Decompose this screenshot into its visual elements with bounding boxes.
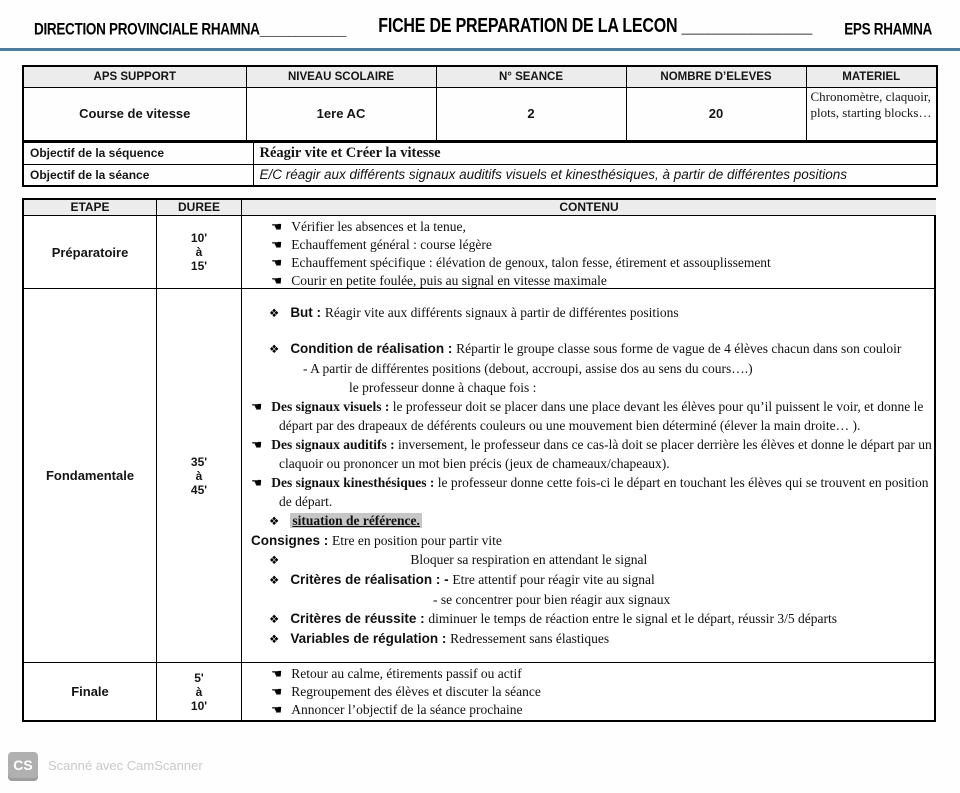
duree-value: [157, 289, 242, 662]
niveau-scolaire-value: 1ere AC: [246, 87, 436, 141]
info-table-header-row: [23, 66, 937, 87]
line-text: le professeur donne cette fois-ci le départ en touchant les élèves qui se trouvent en position de départ.: [279, 475, 929, 509]
aps-support-value: Course de vitesse: [23, 87, 246, 141]
hand-bullet-icon: ☚: [271, 255, 283, 270]
column-header-materiel: MATERIEL: [806, 66, 937, 87]
nombre-eleves-value: 20: [626, 87, 806, 141]
line-text: Annoncer l’objectif de la séance prochaine: [291, 702, 523, 717]
line-text: le professeur doit se placer dans une place devant les élèves pour qu’il puissent le voir, et donne le départ par des drapeaux de déférents couleurs ou une mouvement bien déterminé (élever la main droite… ).: [279, 399, 924, 433]
document-header: [34, 15, 932, 38]
lesson-table-header-row: [24, 200, 934, 216]
line-label: Des signaux auditifs :: [271, 437, 398, 452]
objectifs-table: [22, 141, 938, 187]
content-line: [269, 303, 932, 323]
line-text: Réagir vite aux différents signaux à partir de différentes positions: [324, 305, 679, 320]
hand-bullet-icon: ☚: [251, 399, 263, 414]
content-line: [269, 609, 932, 629]
column-header-contenu: CONTENU: [242, 200, 936, 216]
content-line: [349, 378, 932, 397]
duree-line: à: [195, 245, 203, 259]
content-line: [269, 570, 932, 590]
line-label: Critères de réussite :: [290, 611, 429, 626]
lesson-row-fondamentale: [24, 289, 934, 663]
duree-line: 10': [190, 698, 208, 713]
duree-line: à: [195, 684, 203, 699]
duree-line: 5': [194, 670, 204, 685]
objectif-sequence-label: Objectif de la séquence: [23, 142, 253, 164]
duree-line: 15': [190, 259, 208, 273]
content-line: [271, 665, 932, 683]
lesson-row-préparatoire: [24, 216, 934, 289]
hand-bullet-icon: ☚: [271, 684, 283, 699]
content-line: [251, 473, 932, 511]
content-line: [251, 531, 932, 550]
column-header-etape: ETAPE: [24, 200, 157, 216]
diamond-bullet-icon: ❖: [269, 342, 280, 356]
line-text: Etre en position pour partir vite: [332, 533, 502, 548]
line-text: Retour au calme, étirements passif ou actif: [291, 666, 522, 681]
contenu-cell: [242, 663, 936, 720]
objectif-seance-value: E/C réagir aux différents signaux auditifs visuels et kinesthésiques, à partir de différentes positions: [253, 164, 937, 186]
info-table: [22, 65, 938, 142]
line-label: Critères de réalisation : -: [290, 572, 453, 587]
header-eps-rhamna: EPS RHAMNA: [844, 19, 932, 38]
line-label: Variables de régulation :: [290, 631, 451, 646]
line-text: Répartir le groupe classe sous forme de vague de 4 élèves chacun dans son couloir: [456, 341, 902, 356]
camscanner-logo-icon: CS: [8, 752, 38, 778]
info-table-row: [23, 87, 937, 141]
etape-value: Fondamentale: [24, 289, 157, 662]
line-label: Condition de réalisation :: [290, 341, 457, 356]
diamond-bullet-icon: ❖: [269, 612, 280, 626]
lesson-table-body: [24, 216, 934, 720]
content-line: [271, 683, 932, 701]
diamond-bullet-icon: ❖: [269, 306, 280, 320]
line-text: Bloquer sa respiration en attendant le signal: [410, 552, 648, 567]
line-label: But :: [290, 305, 325, 320]
objectif-seance-label: Objectif de la séance: [23, 164, 253, 186]
hand-bullet-icon: ☚: [271, 219, 283, 234]
diamond-bullet-icon: ❖: [269, 573, 280, 587]
objectif-sequence-value: Réagir vite et Créer la vitesse: [253, 142, 937, 164]
column-header-niveau-scolaire: NIVEAU SCOLAIRE: [246, 66, 436, 87]
content-line: [269, 511, 932, 531]
objectif-seance-row: [23, 164, 937, 186]
content-line: [271, 701, 932, 719]
line-text: Echauffement spécifique : élévation de genoux, talon fesse, étirement et assouplissement: [291, 255, 771, 270]
line-text: le professeur donne à chaque fois :: [349, 380, 537, 395]
diamond-bullet-icon: ❖: [269, 514, 280, 528]
hand-bullet-icon: ☚: [271, 702, 283, 717]
column-header-duree: DUREE: [157, 200, 242, 216]
lesson-table: [22, 198, 936, 722]
diamond-bullet-icon: ❖: [269, 553, 280, 567]
content-line: [269, 550, 932, 570]
etape-value: Préparatoire: [24, 216, 157, 288]
duree-value: [157, 663, 242, 720]
content-line: [303, 359, 932, 378]
line-text: Redressement sans élastiques: [450, 631, 610, 646]
line-text: Vérifier les absences et la tenue,: [291, 219, 466, 234]
hand-bullet-icon: ☚: [271, 273, 283, 288]
line-text: Courir en petite foulée, puis au signal en vitesse maximale: [291, 273, 607, 288]
column-header-aps-support: APS SUPPORT: [23, 66, 246, 87]
objectif-sequence-row: [23, 142, 937, 164]
lesson-row-finale: [24, 663, 934, 720]
duree-line: à: [195, 468, 203, 483]
header-divider-rule: [0, 48, 960, 51]
duree-line: 10': [190, 231, 208, 245]
etape-value: Finale: [24, 663, 157, 720]
header-direction-provinciale: DIRECTION PROVINCIALE RHAMNA____________: [34, 19, 347, 38]
page-title: FICHE DE PREPARATION DE LA LECON _______________: [378, 15, 813, 37]
hand-bullet-icon: ☚: [251, 475, 263, 490]
contenu-cell: [242, 216, 936, 288]
contenu-cell: [242, 289, 936, 662]
content-line: [251, 397, 932, 435]
content-line: [271, 272, 932, 288]
hand-bullet-icon: ☚: [251, 437, 263, 452]
line-label: situation de référence.: [292, 513, 420, 528]
content-line: [269, 629, 932, 649]
duree-line: 35': [190, 454, 208, 469]
content-line: [433, 590, 932, 609]
duree-value: [157, 216, 242, 288]
line-text: inversement, le professeur dans ce cas-là doit se placer derrière les élèves et donne le départ par un claquoir ou prononcer un mot bien précis (jeux de chameaux/chapeaux).: [279, 437, 932, 471]
line-text: diminuer le temps de réaction entre le signal et le départ, réussir 3/5 départs: [428, 611, 837, 626]
column-header-n-seance: N° SEANCE: [436, 66, 626, 87]
hand-bullet-icon: ☚: [271, 237, 283, 252]
content-line: [271, 218, 932, 236]
line-text: Regroupement des élèves et discuter la séance: [291, 684, 541, 699]
content-line: [269, 339, 932, 359]
materiel-value: Chronomètre, claquoir, plots, starting blocks…: [806, 87, 937, 141]
line-label: Des signaux kinesthésiques :: [271, 475, 438, 490]
camscanner-watermark-text: Scanné avec CamScanner: [48, 757, 203, 773]
column-header-nombre-eleves: NOMBRE D’ELEVES: [626, 66, 806, 87]
line-label: Consignes :: [251, 533, 333, 548]
line-label: Des signaux visuels :: [271, 399, 393, 414]
content-line: [271, 254, 932, 272]
content-line: [251, 435, 932, 473]
line-text: Echauffement général : course légère: [291, 237, 492, 252]
camscanner-footer: [8, 752, 203, 778]
line-text: - A partir de différentes positions (debout, accroupi, assise dos au sens du cours….): [303, 361, 753, 376]
diamond-bullet-icon: ❖: [269, 632, 280, 646]
n-seance-value: 2: [436, 87, 626, 141]
duree-line: 45': [190, 482, 208, 497]
content-line: [271, 236, 932, 254]
line-text: - se concentrer pour bien réagir aux signaux: [433, 592, 671, 607]
line-text: Etre attentif pour réagir vite au signal: [452, 572, 655, 587]
hand-bullet-icon: ☚: [271, 666, 283, 681]
